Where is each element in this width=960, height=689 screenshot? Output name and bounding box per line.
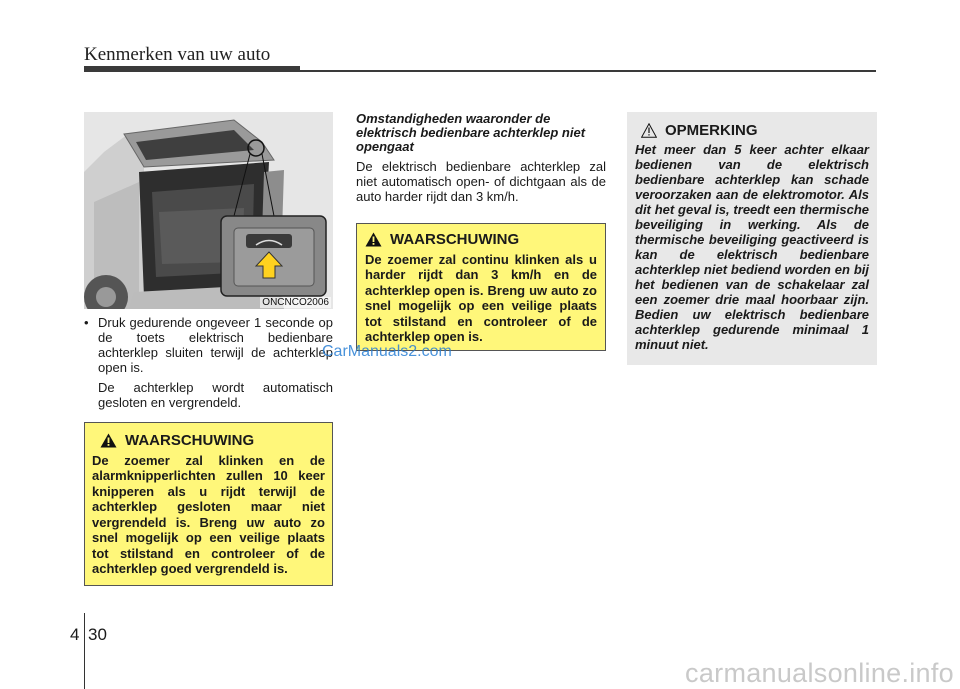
warning-triangle-icon [365,232,382,247]
bullet-item [84,315,333,375]
bullet-text: Druk gedurende ongeveer 1 seconde op de toets elektrisch bedienbare achterklep sluiten terwijl de achterklep open is. [98,315,333,375]
footer-divider [84,613,85,689]
section-body: De elektrisch bedienbare achterklep zal niet automatisch open- of dichtgaan als de auto harder rijdt dan 3 km/h. [356,159,606,204]
page-header-title: Kenmerken van uw auto [84,44,271,65]
figure-code: ONCNCO2006 [262,297,329,308]
note-title: OPMERKING [665,122,758,139]
header-bar-thin [84,70,876,72]
section-heading: Omstandigheden waaronder de elektrisch bedienbare achterklep niet opengaat [356,111,586,154]
warning-box-lock [84,422,333,586]
note-text: Het meer dan 5 keer achter elkaar bedienen van de elektrisch bedienbare achterklep kan schade veroorzaken aan de elektromotor. Als dit het geval is, treedt een thermische beveiliging in werking. Als de thermische beveiliging geactiveerd is kan de elektrisch bedienbare achterklep niet bediend worden en bij het bedienen van de schakelaar zal een zoemer drie maal hoorbaar zijn. Bedien uw elektrisch bedienbare achterklep gedurende minimaal 1 minuut niet. [635,142,869,352]
warning-header [92,433,325,449]
note-header [635,122,869,139]
warning-header [365,232,597,248]
warning-title: WAARSCHUWING [125,432,255,449]
warning-triangle-icon [100,433,117,448]
tailgate-photo [84,112,333,309]
bullet-subtext: De achterklep wordt automatisch gesloten en vergrendeld. [98,380,333,410]
watermark-carmanuals: CarManuals2.com [322,343,452,360]
chapter-number: 4 [70,625,80,644]
bullet-dot: • [84,315,89,330]
watermark-carmanualsonline: carmanualsonline.info [685,658,954,688]
note-box [627,112,877,365]
page-number: 30 [88,625,107,644]
tailgate-illustration [84,112,333,309]
warning-text: De zoemer zal continu klinken als u harder rijdt dan 3 km/h en de achterklep open is. Breng uw auto zo snel mogelijk op een veilige plaats tot stilstand en controleer of de achterklep open is. [365,251,597,344]
warning-title: WAARSCHUWING [390,231,520,248]
caution-triangle-icon [641,123,657,138]
warning-text: De zoemer zal klinken en de alarmknipperlichten zullen 10 keer knipperen als u rijdt terwijl de achterklep gesloten maar niet vergrendeld is. Breng uw auto zo snel mogelijk op een veilige plaats tot stilstand en controleer of de achterklep goed vergrendeld is. [92,452,325,576]
warning-box-speed [356,223,606,351]
instruction-list [84,315,333,410]
